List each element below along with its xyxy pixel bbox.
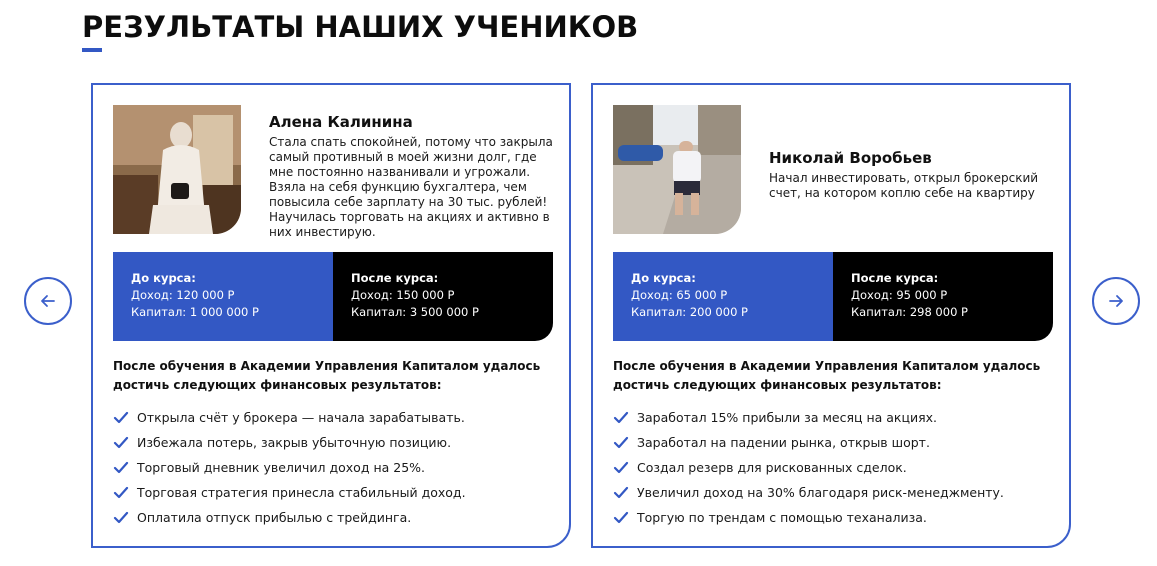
student-description: Начал инвестировать, открыл брокерский счет, на котором коплю себе на квартиру	[769, 171, 1039, 200]
check-icon	[113, 511, 129, 525]
before-income: Доход: 65 000 Р	[631, 288, 728, 302]
after-income: Доход: 95 000 Р	[851, 288, 948, 302]
list-item	[113, 430, 563, 455]
check-icon	[613, 461, 629, 475]
student-description: Стала спать спокойней, потому что закрыла самый противный в моей жизни долг, где мне постоянно названивали и угрожали. Взяла на себя функцию бухгалтера, чем повысила себе зарплату на 30 тыс. рублей! Научилась торговать на акциях и активно в них инвестирую.	[269, 135, 553, 239]
check-icon	[113, 461, 129, 475]
check-icon	[613, 486, 629, 500]
check-icon	[613, 411, 629, 425]
result-text: Торговая стратегия принесла стабильный доход.	[137, 485, 466, 500]
student-photo	[113, 105, 241, 234]
result-text: Увеличил доход на 30% благодаря риск-менеджменту.	[637, 485, 1004, 500]
list-item	[113, 405, 563, 430]
after-capital: Капитал: 3 500 000 Р	[351, 305, 479, 319]
result-text: Открыла счёт у брокера — начала зарабатывать.	[137, 410, 465, 425]
result-text: Заработал на падении рынка, открыв шорт.	[637, 435, 930, 450]
result-text: Торговый дневник увеличил доход на 25%.	[137, 460, 426, 475]
list-item	[613, 405, 1063, 430]
result-text: Оплатила отпуск прибылью с трейдинга.	[137, 510, 412, 525]
after-title: После курса:	[351, 271, 439, 285]
prev-button[interactable]	[24, 277, 72, 325]
student-photo	[613, 105, 741, 234]
section-title: РЕЗУЛЬТАТЫ НАШИХ УЧЕНИКОВ	[82, 10, 639, 44]
check-icon	[113, 411, 129, 425]
check-icon	[113, 436, 129, 450]
after-capital: Капитал: 298 000 Р	[851, 305, 968, 319]
list-item	[113, 455, 563, 480]
stats-block	[113, 252, 553, 341]
after-course	[833, 252, 1053, 341]
result-text: Избежала потерь, закрыв убыточную позицию.	[137, 435, 452, 450]
list-item	[113, 480, 563, 505]
results-intro: После обучения в Академии Управления Капиталом удалось достичь следующих финансовых результатов:	[113, 359, 541, 392]
results-list	[113, 405, 563, 530]
student-name: Николай Воробьев	[769, 149, 932, 167]
list-item	[613, 430, 1063, 455]
after-course	[333, 252, 553, 341]
before-title: До курса:	[631, 271, 696, 285]
student-name: Алена Калинина	[269, 113, 413, 131]
before-capital: Капитал: 200 000 Р	[631, 305, 748, 319]
after-title: После курса:	[851, 271, 939, 285]
check-icon	[613, 436, 629, 450]
result-text: Создал резерв для рискованных сделок.	[637, 460, 907, 475]
list-item	[613, 480, 1063, 505]
before-course	[113, 252, 333, 341]
after-income: Доход: 150 000 Р	[351, 288, 455, 302]
result-text: Заработал 15% прибыли за месяц на акциях.	[637, 410, 937, 425]
before-income: Доход: 120 000 Р	[131, 288, 235, 302]
result-text: Торгую по трендам с помощью теханализа.	[637, 510, 927, 525]
testimonial-card	[591, 83, 1071, 548]
title-underline	[82, 48, 102, 52]
before-course	[613, 252, 833, 341]
before-capital: Капитал: 1 000 000 Р	[131, 305, 259, 319]
next-button[interactable]	[1092, 277, 1140, 325]
check-icon	[613, 511, 629, 525]
list-item	[613, 505, 1063, 530]
list-item	[113, 505, 563, 530]
results-list	[613, 405, 1063, 530]
testimonial-card	[91, 83, 571, 548]
arrow-left-icon	[38, 291, 58, 311]
stats-block	[613, 252, 1053, 341]
results-intro: После обучения в Академии Управления Капиталом удалось достичь следующих финансовых результатов:	[613, 359, 1041, 392]
check-icon	[113, 486, 129, 500]
arrow-right-icon	[1106, 291, 1126, 311]
before-title: До курса:	[131, 271, 196, 285]
list-item	[613, 455, 1063, 480]
